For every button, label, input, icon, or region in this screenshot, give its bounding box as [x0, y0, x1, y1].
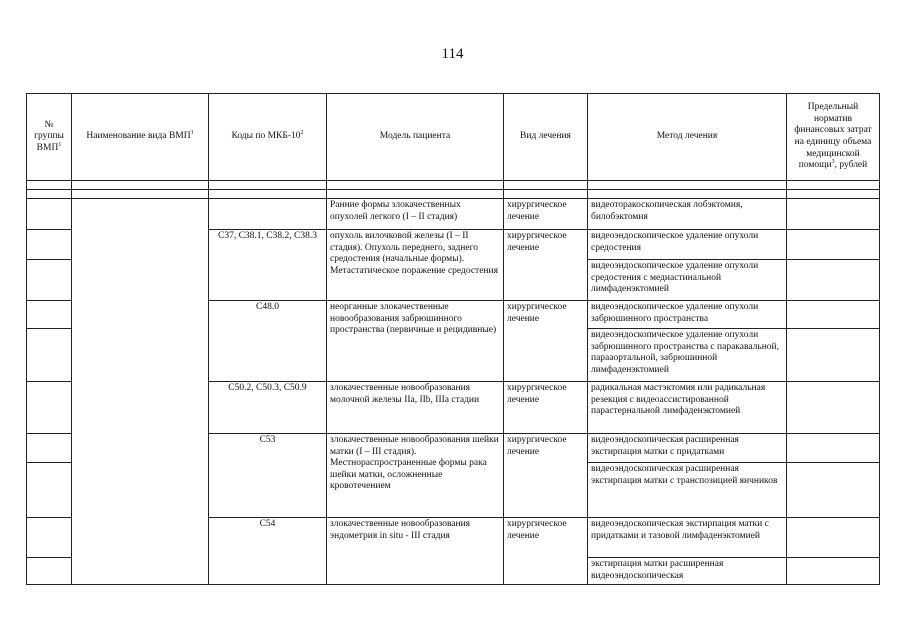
- vmp-name-cell: [72, 199, 209, 585]
- cost-cell: [787, 463, 880, 518]
- treatment-type-cell: хирургическое лечение: [504, 199, 588, 230]
- group-no-cell: [27, 518, 72, 558]
- treatment-method-cell: экстирпация матки расширенная видеоэндоскопическая: [588, 558, 787, 585]
- header-treatment-type: Вид лечения: [504, 94, 588, 181]
- vmp-table: [26, 93, 880, 585]
- header-treatment-method: Метод лечения: [588, 94, 787, 181]
- cost-cell: [787, 382, 880, 434]
- header-icd-codes: Коды по МКБ-$10^2$: [209, 94, 327, 181]
- icd-codes-cell: C48.0: [209, 301, 327, 382]
- icd-codes-cell: C37, C38.1, C38.2, C38.3: [209, 230, 327, 301]
- group-no-cell: [27, 199, 72, 230]
- group-no-cell: [27, 463, 72, 518]
- cost-cell: [787, 518, 880, 558]
- group-no-cell: [27, 382, 72, 434]
- cost-cell: [787, 434, 880, 463]
- spacer-row: [27, 190, 880, 199]
- treatment-method-cell: радикальная мастэктомия или радикальная резекция с видеоассистированной парастернальной лимфаденэктомией: [588, 382, 787, 434]
- patient-model-cell: Ранние формы злокачественных опухолей легкого (I – II стадия): [327, 199, 504, 230]
- group-no-cell: [27, 558, 72, 585]
- group-no-cell: [27, 301, 72, 329]
- patient-model-cell: злокачественные новообразования эндометрия in situ - III стадия: [327, 518, 504, 585]
- patient-model-cell: опухоль вилочковой железы (I – II стадия). Опухоль переднего, заднего средостения (начальные формы). Метастатическое поражение средостения: [327, 230, 504, 301]
- cost-cell: [787, 301, 880, 329]
- treatment-method-cell: видеоэндоскопическое удаление опухоли средостения с медиастинальной лимфаденэктомией: [588, 260, 787, 301]
- group-no-cell: [27, 434, 72, 463]
- cost-cell: [787, 329, 880, 382]
- header-patient-model: Модель пациента: [327, 94, 504, 181]
- spacer-row: [27, 181, 880, 190]
- treatment-type-cell: хирургическое лечение: [504, 434, 588, 518]
- patient-model-cell: неорганные злокачественные новообразования забрюшинного пространства (первичные и рецидивные): [327, 301, 504, 382]
- treatment-method-cell: видеоторакоскопическая лобэктомия, билобэктомия: [588, 199, 787, 230]
- treatment-type-cell: хирургическое лечение: [504, 382, 588, 434]
- treatment-type-cell: хирургическое лечение: [504, 230, 588, 301]
- icd-codes-cell: C50.2, C50.3, C50.9: [209, 382, 327, 434]
- treatment-method-cell: видеоэндоскопическое удаление опухоли средостения: [588, 230, 787, 260]
- treatment-method-cell: видеоэндоскопическая экстирпация матки с придатками и тазовой лимфаденэктомией: [588, 518, 787, 558]
- icd-codes-cell: [209, 199, 327, 230]
- page-number: 114: [441, 46, 464, 62]
- patient-model-cell: злокачественные новообразования молочной железы IIa, IIb, IIIa стадии: [327, 382, 504, 434]
- header-cost-norm: Предельный норматив финансовых затрат на единицу объема медицинской помощи$^3$, рублей: [787, 94, 880, 181]
- treatment-method-cell: видеоэндоскопическое удаление опухоли забрюшинного пространства: [588, 301, 787, 329]
- cost-cell: [787, 230, 880, 260]
- patient-model-cell: злокачественные новообразования шейки матки (I – III стадия). Местнораспространенные формы рака шейки матки, осложненные кровотечением: [327, 434, 504, 518]
- cost-cell: [787, 558, 880, 585]
- group-no-cell: [27, 329, 72, 382]
- group-no-cell: [27, 230, 72, 260]
- treatment-method-cell: видеоэндоскопическая расширенная экстирпация матки с транспозицией яичников: [588, 463, 787, 518]
- header-group-no: № группы ВМП$^1$: [27, 94, 72, 181]
- icd-codes-cell: C53: [209, 434, 327, 518]
- table-row: [27, 199, 880, 230]
- treatment-method-cell: видеоэндоскопическая расширенная экстирпация матки с придатками: [588, 434, 787, 463]
- treatment-type-cell: хирургическое лечение: [504, 518, 588, 585]
- treatment-method-cell: видеоэндоскопическое удаление опухоли забрюшинного пространства с паракавальной, парааортальной, забрюшинной лимфаденэктомией: [588, 329, 787, 382]
- treatment-type-cell: хирургическое лечение: [504, 301, 588, 382]
- icd-codes-cell: C54: [209, 518, 327, 585]
- group-no-cell: [27, 260, 72, 301]
- cost-cell: [787, 199, 880, 230]
- cost-cell: [787, 260, 880, 301]
- header-row: [27, 94, 880, 181]
- header-vmp-name: Наименование вида ВМП$^1$: [72, 94, 209, 181]
